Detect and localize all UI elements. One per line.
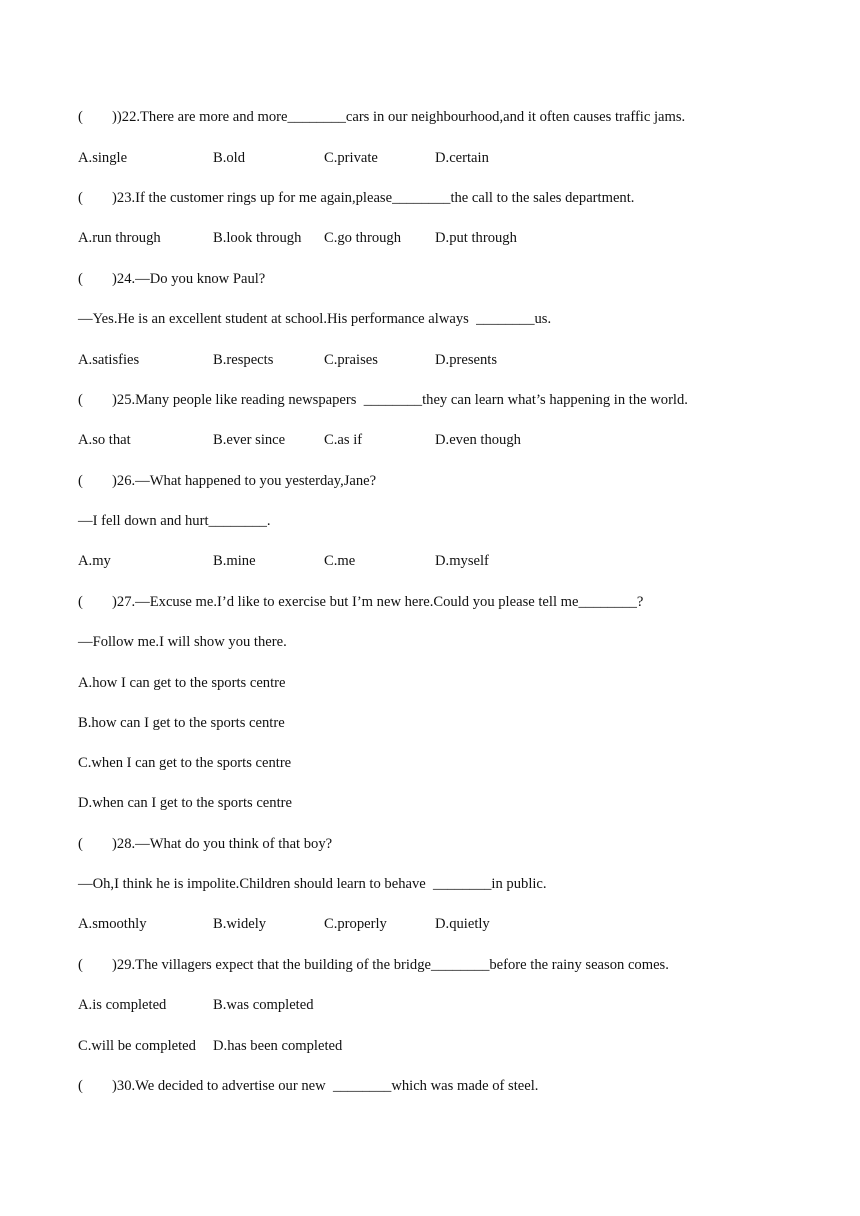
question-28-options — [78, 914, 778, 934]
question-29-options-row-2 — [78, 1036, 778, 1056]
option-a: A.run through — [78, 230, 161, 246]
question-29-stem: ( )29.The villagers expect that the building of the bridge________before the rainy season comes. — [78, 957, 669, 973]
option-c: C.properly — [324, 916, 387, 932]
question-25-stem: ( )25.Many people like reading newspapers ________they can learn what’s happening in the world. — [78, 392, 688, 408]
option-d: D.even though — [435, 432, 521, 448]
question-26-stem: ( )26.—What happened to you yesterday,Jane? — [78, 473, 377, 489]
option-b: B.ever since — [213, 432, 286, 448]
question-26-reply: —I fell down and hurt________. — [78, 513, 271, 529]
question-25-options — [78, 430, 778, 450]
question-24-options — [78, 350, 778, 370]
option-a: A.single — [78, 150, 128, 166]
question-27-stem: ( )27.—Excuse me.I’d like to exercise but I’m new here.Could you please tell me________? — [78, 594, 644, 610]
option-c: C.me — [324, 553, 356, 569]
question-24-stem: ( )24.—Do you know Paul? — [78, 271, 266, 287]
option-c: C.go through — [324, 230, 402, 246]
question-29-options-row-1 — [78, 995, 778, 1015]
option-d: D.quietly — [435, 916, 490, 932]
option-a: A.my — [78, 553, 111, 569]
option-b: B.look through — [213, 230, 302, 246]
option-b: B.respects — [213, 352, 274, 368]
option-c: C.praises — [324, 352, 378, 368]
question-22-options — [78, 148, 778, 168]
question-23-options — [78, 228, 778, 248]
option-d: D.myself — [435, 553, 489, 569]
question-27-reply: —Follow me.I will show you there. — [78, 634, 287, 650]
option-d: D.when can I get to the sports centre — [78, 795, 292, 811]
question-24-reply: —Yes.He is an excellent student at school.His performance always ________us. — [78, 311, 552, 327]
question-22-stem: ( ))22.There are more and more________cars in our neighbourhood,and it often causes traffic jams. — [78, 109, 686, 125]
option-a: A.smoothly — [78, 916, 147, 932]
option-b: B.widely — [213, 916, 267, 932]
question-30-stem: ( )30.We decided to advertise our new ________which was made of steel. — [78, 1078, 539, 1094]
option-b: B.mine — [213, 553, 256, 569]
option-c: C.private — [324, 150, 378, 166]
option-c: C.as if — [324, 432, 363, 448]
option-a: A.so that — [78, 432, 131, 448]
option-b: B.was completed — [213, 997, 314, 1013]
option-a: A.is completed — [78, 997, 167, 1013]
option-d: D.has been completed — [213, 1038, 343, 1054]
option-d: D.certain — [435, 150, 489, 166]
option-c: C.when I can get to the sports centre — [78, 755, 292, 771]
option-d: D.presents — [435, 352, 498, 368]
question-23-stem: ( )23.If the customer rings up for me again,please________the call to the sales department. — [78, 190, 635, 206]
question-26-options — [78, 551, 778, 571]
option-a: A.how I can get to the sports centre — [78, 675, 286, 691]
option-d: D.put through — [435, 230, 517, 246]
question-28-stem: ( )28.—What do you think of that boy? — [78, 836, 333, 852]
option-c: C.will be completed — [78, 1038, 196, 1054]
option-b: B.old — [213, 150, 246, 166]
question-28-reply: —Oh,I think he is impolite.Children should learn to behave ________in public. — [78, 876, 547, 892]
option-b: B.how can I get to the sports centre — [78, 715, 285, 731]
option-a: A.satisfies — [78, 352, 140, 368]
